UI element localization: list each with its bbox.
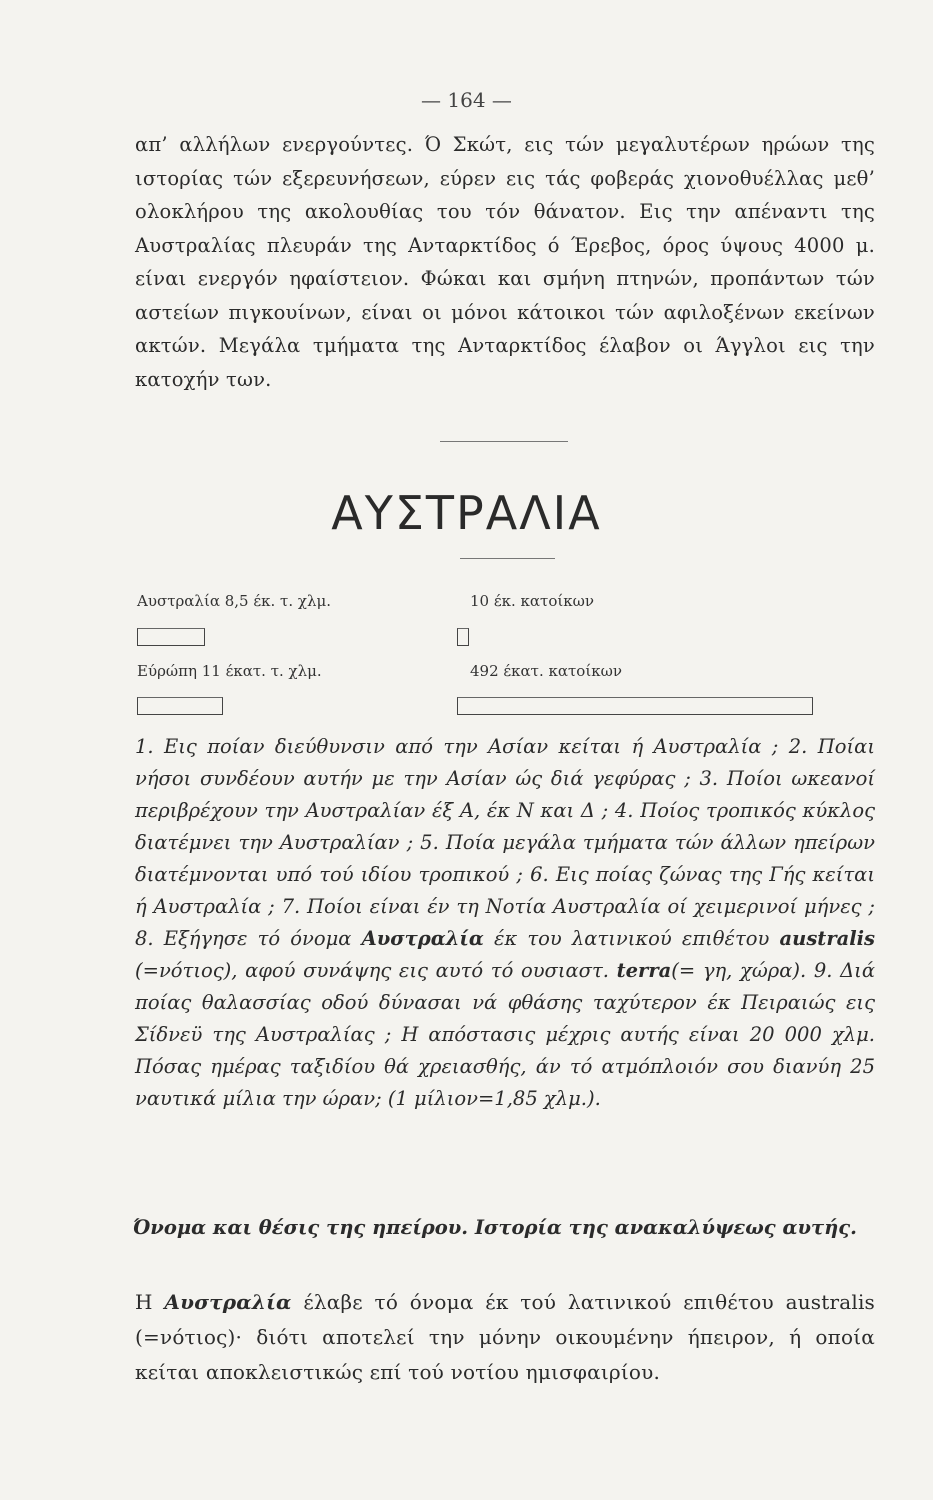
intro-paragraph: απ’ αλλήλων ενεργούντες. Ό Σκώτ, εις τών μεγαλυτέρων ηρώων της ιστορίας τών εξερευνήσεων, εύρεν εις τάς φοβεράς χιονοθυέλλας μεθ’ ολοκλήρου της ακολουθίας του τόν θάνατον. Εις την απέναντι της Αυστραλίας πλευράν της Ανταρκτίδος ό Έρεβος, όρος ύψους 4000 μ. είναι ενεργόν ηφαίστειον. Φώκαι και σμήνη πτηνών, προπάντων τών αστείων πιγκουίνων, είναι οι μόνοι κάτοικοι τών αφιλοξένων εκείνων ακτών. Μεγάλα τμήματα της Ανταρκτίδος έλαβον οι Άγγλοι εις την κατοχήν των. <box>135 133 875 391</box>
questions-latin-word: australis <box>779 927 876 950</box>
questions-part1: 1. Εις ποίαν διεύθυνσιν από την Ασίαν κείται ή Αυστραλία ; 2. Ποίαι νήσοι συνδέουν αυτήν με την Ασίαν ώς διά γεφύρας ; 3. Ποίοι ωκεανοί περιβρέχουν την Αυστραλίαν έξ Α, έκ Ν και Δ ; 4. Ποίος τροπικός κύκλος διατέμνει την Αυστραλίαν ; 5. Ποία μεγάλα τμήματα τών άλλων ηπείρων διατέμνονται υπό τού ιδίου τροπικού ; 6. Εις ποίας ζώνας της Γής κείται ή Αυστραλία ; 7. Ποίοι είναι έν τη Νοτία Αυστραλία οί χειμερινοί μήνες ; 8. Εξήγησε τό όνομα <box>135 735 875 950</box>
divider-top <box>440 441 568 442</box>
questions-part2: έκ του λατινικού επιθέτου <box>494 927 770 950</box>
questions-part4: (= γη, χώρα). 9. Διά ποίας θαλασσίας οδού δύνασαι νά φθάσης ταχύτερον έκ Πειραιώς εις Σίδνεϋ της Αυστραλίας ; Η απόστασις μέχρις αυτής είναι 20 000 χλμ. Πόσας ημέρας ταξιδίου θά χρειασθής, άν τό ατμόπλοιόν σου διανύη 25 ναυτικά μίλια την ώραν; (1 μίλιον=1,85 χλμ.). <box>135 959 875 1110</box>
questions-part3: (=νότιος), αφού συνάψης εις αυτό τό ουσιαστ. <box>135 959 609 982</box>
australia-area-label: Αυστραλία 8,5 έκ. τ. χλμ. <box>137 592 331 610</box>
australia-area-bar <box>137 628 205 646</box>
questions-latin-word2: terra <box>616 959 672 982</box>
closing-bold-word: Αυστραλία <box>164 1290 292 1314</box>
closing-paragraph <box>135 1285 875 1390</box>
questions-paragraph <box>135 731 875 1115</box>
section-title: ΑΥΣΤΡΑΛΙΑ <box>331 486 602 540</box>
europe-area-label: Εύρώπη 11 έκατ. τ. χλμ. <box>137 662 322 680</box>
divider-bottom <box>460 558 555 559</box>
europe-population-bar <box>457 697 813 715</box>
questions-bold-word: Αυστραλία <box>361 927 484 950</box>
page-number: — 164 — <box>421 88 512 112</box>
subheading: Όνομα και θέσις της ηπείρου. Ιστορία της ανακαλύψεως αυτής. <box>133 1216 857 1239</box>
closing-text: έλαβε τό όνομα έκ τού λατινικού επιθέτου australis (=νότιος)· διότι αποτελεί την μόνην οικουμένην ήπειρον, ή οποία κείται αποκλειστικώς επί τού νοτίου ημισφαιρίου. <box>135 1290 876 1384</box>
closing-lead: Η <box>135 1290 153 1314</box>
australia-population-label: 10 έκ. κατοίκων <box>470 592 594 610</box>
europe-population-label: 492 έκατ. κατοίκων <box>470 662 622 680</box>
australia-population-bar <box>457 628 469 646</box>
europe-area-bar <box>137 697 223 715</box>
